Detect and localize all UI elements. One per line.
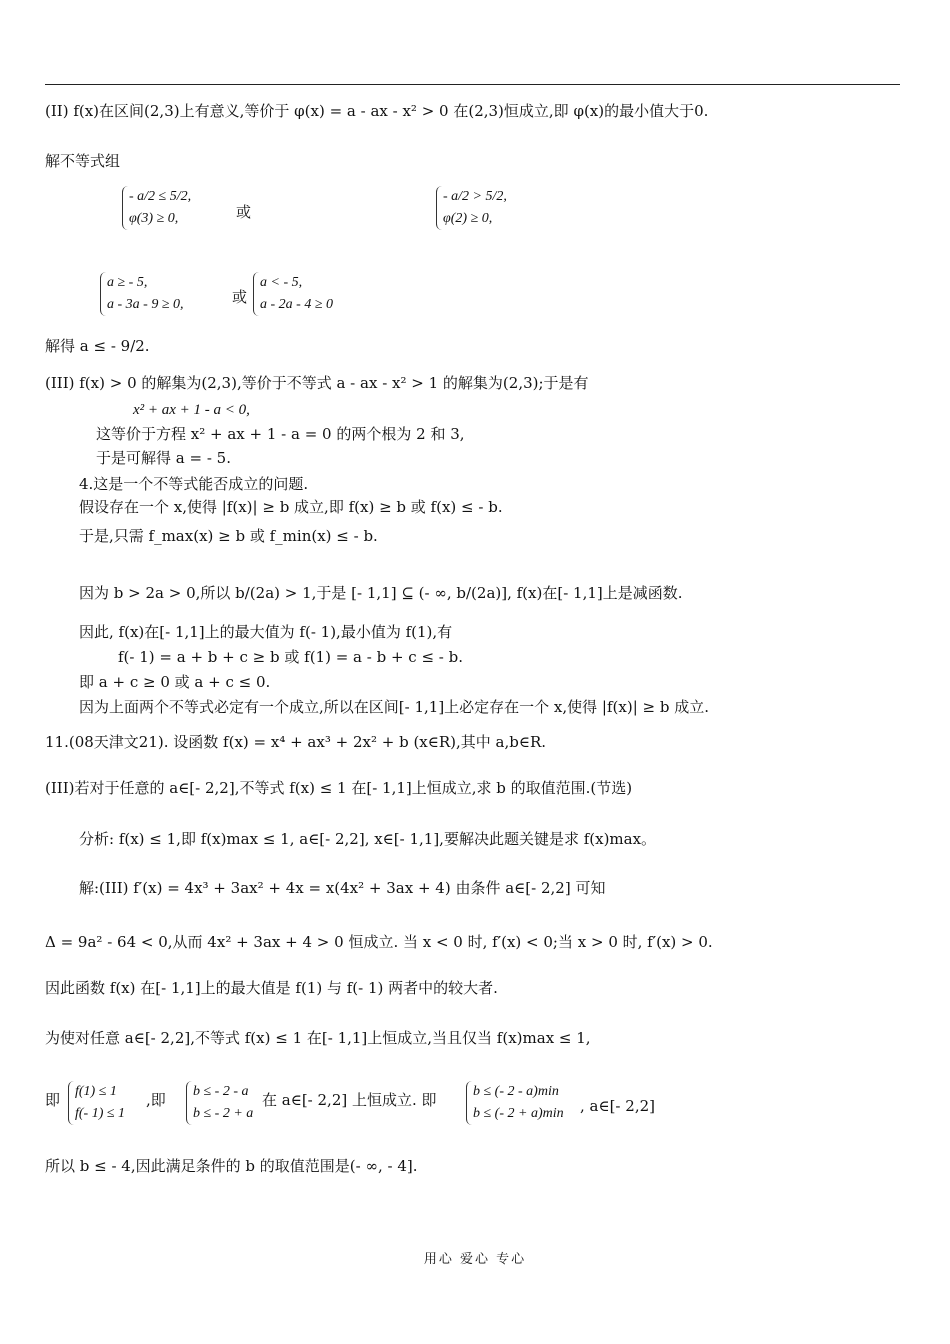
q4-line-4: 因为 b > 2a > 0,所以 b/(2a) > 1,于是 [- 1,1] ⊆ (- ∞, b/(2a)], f(x)在[- 1,1]上是减函数. <box>79 584 683 602</box>
part3-line-1: (III) f(x) > 0 的解集为(2,3),等价于不等式 a - ax - x² > 1 的解集为(2,3);于是有 <box>45 374 589 392</box>
sys3-row-b: a - 3a - 9 ≥ 0, <box>107 297 184 312</box>
q4-line-1: 4.这是一个不等式能否成立的问题. <box>79 475 309 493</box>
inequality-system-2 <box>436 186 507 230</box>
sys2-row-a: - a/2 > 5/2, <box>443 189 507 204</box>
sys1-row-a: - a/2 ≤ 5/2, <box>129 189 192 204</box>
part3-line-2: x² + ax + 1 - a < 0, <box>133 402 250 418</box>
q11-solution-1: 解:(III) f′(x) = 4x³ + 3ax² + 4x = x(4x² + 3ax + 4) 由条件 a∈[- 2,2] 可知 <box>79 879 606 897</box>
sys7-row-a: b ≤ (- 2 - a)min <box>473 1084 559 1099</box>
q11-ji-post: 在 a∈[- 2,2] 上恒成立. 即 <box>262 1091 437 1109</box>
q11-conclusion: 所以 b ≤ - 4,因此满足条件的 b 的取值范围是(- ∞, - 4]. <box>45 1157 418 1175</box>
inequality-system-4 <box>253 272 333 316</box>
sys7-row-b: b ≤ (- 2 + a)min <box>473 1106 564 1121</box>
sys3-row-a: a ≥ - 5, <box>107 275 148 290</box>
q4-line-2: 假设存在一个 x,使得 |f(x)| ≥ b 成立,即 f(x) ≥ b 或 f(x) ≤ - b. <box>79 498 503 516</box>
part3-line-3: 这等价于方程 x² + ax + 1 - a = 0 的两个根为 2 和 3, <box>96 425 465 443</box>
sys4-row-b: a - 2a - 4 ≥ 0 <box>260 297 334 312</box>
sys6-row-b: b ≤ - 2 + a <box>193 1106 254 1121</box>
q11-part3-statement: (III)若对于任意的 a∈[- 2,2],不等式 f(x) ≤ 1 在[- 1,1]上恒成立,求 b 的取值范围.(节选) <box>45 779 633 797</box>
inequality-system-5 <box>68 1081 125 1125</box>
sys4-row-a: a < - 5, <box>260 275 303 290</box>
q11-ji-end: , a∈[- 2,2] <box>580 1097 655 1115</box>
inequality-system-1 <box>122 186 191 230</box>
q11-solution-4: 为使对任意 a∈[- 2,2],不等式 f(x) ≤ 1 在[- 1,1]上恒成立,当且仅当 f(x)max ≤ 1, <box>45 1029 591 1047</box>
q11-ji-mid: ,即 <box>146 1091 166 1109</box>
q4-line-6: f(- 1) = a + b + c ≥ b 或 f(1) = a - b + c ≤ - b. <box>118 648 464 666</box>
header-rule <box>45 84 900 85</box>
sys2-row-b: φ(2) ≥ 0, <box>443 211 493 226</box>
sys5-row-b: f(- 1) ≤ 1 <box>75 1106 126 1121</box>
or-label-2: 或 <box>232 288 248 306</box>
inequality-system-6 <box>186 1081 253 1125</box>
part3-line-4: 于是可解得 a = - 5. <box>96 449 231 467</box>
q4-line-3: 于是,只需 f_max(x) ≥ b 或 f_min(x) ≤ - b. <box>79 527 378 545</box>
page-footer: 用心 爱心 专心 <box>423 1252 527 1267</box>
part2-result: 解得 a ≤ - 9/2. <box>45 337 150 355</box>
inequality-system-7 <box>466 1081 564 1125</box>
q11-ji-label: 即 <box>45 1091 61 1109</box>
part2-intro: (II) f(x)在区间(2,3)上有意义,等价于 φ(x) = a - ax - x² > 0 在(2,3)恒成立,即 φ(x)的最小值大于0. <box>45 102 709 120</box>
q11-title: 11.(08天津文21). 设函数 f(x) = x⁴ + ax³ + 2x² + b (x∈R),其中 a,b∈R. <box>45 733 547 751</box>
q4-line-7: 即 a + c ≥ 0 或 a + c ≤ 0. <box>79 673 271 691</box>
or-label-1: 或 <box>236 203 252 221</box>
q11-solution-3: 因此函数 f(x) 在[- 1,1]上的最大值是 f(1) 与 f(- 1) 两者中的较大者. <box>45 979 498 997</box>
q11-solution-2: Δ = 9a² - 64 < 0,从而 4x² + 3ax + 4 > 0 恒成立. 当 x < 0 时, f′(x) < 0;当 x > 0 时, f′(x) > 0. <box>45 933 713 951</box>
q11-analysis: 分析: f(x) ≤ 1,即 f(x)max ≤ 1, a∈[- 2,2], x∈[- 1,1],要解决此题关键是求 f(x)max。 <box>79 830 657 848</box>
inequality-system-3 <box>100 272 184 316</box>
sys5-row-a: f(1) ≤ 1 <box>75 1084 117 1099</box>
q4-line-8: 因为上面两个不等式必定有一个成立,所以在区间[- 1,1]上必定存在一个 x,使得 |f(x)| ≥ b 成立. <box>79 698 709 716</box>
part2-solve-label: 解不等式组 <box>45 152 121 170</box>
sys6-row-a: b ≤ - 2 - a <box>193 1084 249 1099</box>
sys1-row-b: φ(3) ≥ 0, <box>129 211 179 226</box>
q4-line-5: 因此, f(x)在[- 1,1]上的最大值为 f(- 1),最小值为 f(1),有 <box>79 623 453 641</box>
